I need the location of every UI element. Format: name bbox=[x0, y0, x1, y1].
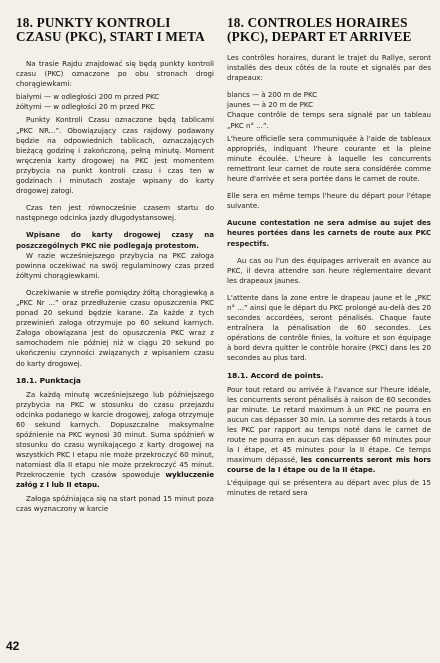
paragraph: Na trasie Rajdu znajdować się będą punkty kontroli czasu (PKC) oznaczone po obu stronach drogi chorągiewkami: bbox=[16, 59, 214, 89]
paragraph: Elle sera en même temps l'heure du départ pour l'étape suivante. bbox=[227, 191, 431, 211]
two-column-layout bbox=[16, 16, 431, 517]
exclusion-notice: wykluczenie załóg z I lub II etapu. bbox=[16, 470, 214, 490]
paragraph: Chaque contrôle de temps sera signalé par un tableau „PKC n° ...”. bbox=[227, 110, 431, 130]
french-column bbox=[227, 16, 431, 517]
page-number: 42 bbox=[6, 639, 20, 653]
paragraph bbox=[16, 390, 214, 491]
scoring-text: Za każdą minutę wcześniejszego lub późniejszego przybycia na PKC w stosunku do czasu przejazdu odcinka podanego w karcie drogowej, załoga otrzymuje 60 sekund karnych. Dopuszczalne maksymalne spóźnienie na PKC wynosi 30 minut. Suma spóźnień w stosunku do czasu wynikającego z karty drogowej na wszystkich PKC I etapu nie może przekroczyć 60 minut, natomiast dla II etapu nie może przekroczyć 45 minut. Przekroczenie tych czasów spowoduje bbox=[16, 389, 214, 480]
section-title-fr: 18. CONTROLES HORAIRES (PKC), DEPART ET ARRIVEE bbox=[227, 15, 412, 44]
paragraph: Czas ten jest równocześnie czasem startu do następnego odcinka jazdy długodystansowej. bbox=[16, 203, 214, 223]
flag-yellow-line: jaunes — à 20 m de PKC bbox=[227, 100, 314, 110]
paragraph: Załoga spóźniająca się na start ponad 15 minut poza czas wyznaczony w karcie bbox=[16, 493, 214, 513]
paragraph: L'attente dans la zone entre le drapeau jaune et le „PKC n° ...” ainsi que le départ du PKC prolongé au-delà des 20 secondes accordées, seront pénalisés. Chaque faute entraînera la pénalisation de 60 secondes. Les opérations de contrôle finies, la voiture et son équipage à bord devra quitter le contrôle horaire (PKC) dans les 20 secondes au plus tard. bbox=[227, 292, 431, 363]
paragraph: Oczekiwanie w strefie pomiędzy żółtą chorągiewką a „PKC Nr ...” oraz przedłużenie czasu opuszczenia PKC ponad 20 sekund będzie karane. Za każde z tych przewinień załoga otrzymuje po 60 sekund karnych. Załoga obowiązana jest do opuszczenia PKC wraz z samochodem nie później niż w ciągu 20 sekund po ukończeniu czynności związanych z wpisaniem czasu do karty drogowej. bbox=[16, 287, 214, 368]
paragraph: W razie wcześniejszego przybycia na PKC załoga powinna oczekiwać na swój regulaminowy czas przed żółtymi chorągiewkami. bbox=[16, 250, 214, 280]
paragraph: L'équipage qui se présentera au départ avec plus de 15 minutes de retard sera bbox=[227, 478, 431, 498]
paragraph: L'heure officielle sera communiquée à l'aide de tableaux appropriés, indiquant l'heure courante et la pleine minute écoulée. L'heure à laquelle les concurrents remettront leur carnet de route sera considérée comme heure d'arrivée et sera portée dans le carnet de route. bbox=[227, 133, 431, 184]
exclusion-notice: les concurrents seront mis hors course de la I étape ou de la II étape. bbox=[227, 455, 432, 475]
flag-yellow-line: żółtymi — w odległości 20 m przed PKC bbox=[16, 102, 155, 112]
scoring-text: Pour tout retard ou arrivée à l'avance sur l'heure idéale, les concurrents seront pénalisés à raison de 60 secondes par minute. Le retard maximum à un PKC ne pourra en aucun cas dépasser 30 min. La somme des retards à tous les PKC par rapport au temps noté dans le carnet de route ne pourra en aucun cas dépasser 60 minutes pour la I étape, et 45 minutes pour la II étape. Ce temps maximum dépassé, bbox=[227, 384, 431, 465]
paragraph: Les contrôles horaires, durant le trajet du Rallye, seront installés des deux côtés de la route et signalés par des drapeaux: bbox=[227, 53, 431, 83]
paragraph: Punkty Kontroli Czasu oznaczone będą tablicami „PKC NR...”. Obowiązujący czas rajdowy podawany będzie na odpowiednich tablicach, oznaczających bieżącą godzinę i zakończoną, pełną minutę. Moment wręczenia karty drogowej na PKC jest momentem przybycia na punkt kontroli czasu i czas ten w godzinach i minutach zostaje wpisany do karty drogowej załogi. bbox=[16, 115, 214, 196]
flag-white-line: białymi — w odległości 200 m przed PKC bbox=[16, 92, 160, 102]
section-title-pl: 18. PUNKTY KONTROLI CZASU (PKC), START I META bbox=[16, 15, 205, 44]
paragraph bbox=[227, 385, 431, 476]
no-protest-notice: Wpisane do karty drogowej czasy na poszczególnych PKC nie podlegają protestom. bbox=[16, 230, 214, 250]
subsection-title-pl: 18.1. Punktacja bbox=[16, 375, 81, 385]
paragraph: Au cas ou l'un des équipages arriverait en avance au PKC, il devra attendre son heure réglementaire devant les drapeaux jaunes. bbox=[227, 255, 431, 285]
subsection-title-fr: 18.1. Accord de points. bbox=[227, 370, 324, 380]
polish-column bbox=[16, 16, 214, 517]
no-protest-notice: Aucune contestation ne sera admise au sujet des heures portées dans les carnets de route aux PKC respectifs. bbox=[227, 218, 431, 248]
flag-white-line: blancs — à 200 m de PKC bbox=[227, 90, 318, 100]
